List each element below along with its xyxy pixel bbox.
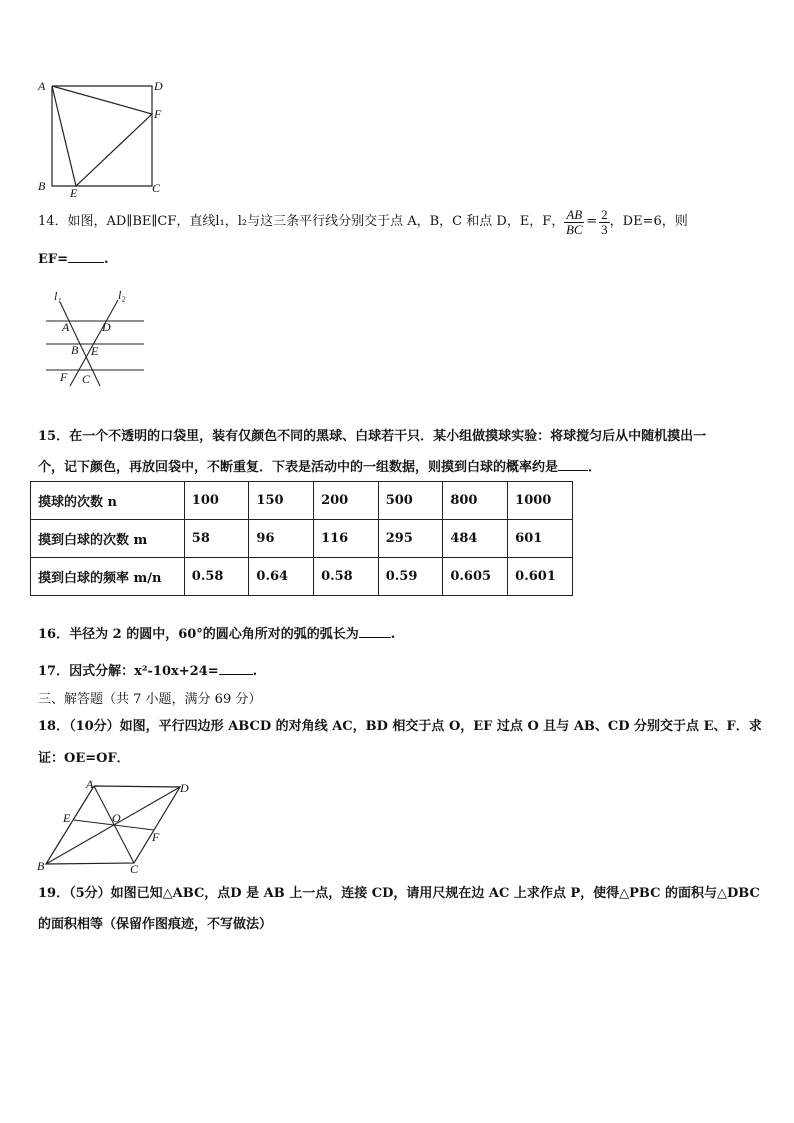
table-cell: 0.64 xyxy=(249,558,314,596)
parallelogram-figure xyxy=(34,778,196,876)
table-row xyxy=(31,482,573,520)
table-cell: 0.601 xyxy=(508,558,573,596)
frac-2: 2 xyxy=(601,206,608,222)
table-cell: 150 xyxy=(249,482,314,520)
label-e: E xyxy=(70,186,78,200)
label-c: C xyxy=(152,181,161,195)
label-d2: D xyxy=(102,320,111,334)
experiment-table xyxy=(30,481,573,596)
table-cell: 摸到白球的频率 m/n xyxy=(31,558,185,596)
table-cell: 0.605 xyxy=(443,558,508,596)
frac-3: 3 xyxy=(601,221,608,237)
label-b: B xyxy=(38,179,46,193)
table-cell: 58 xyxy=(184,520,249,558)
table-cell: 800 xyxy=(443,482,508,520)
table-cell: 0.58 xyxy=(314,558,379,596)
question-19-line1: 19．（5分）如图已知△ABC，点D 是 AB 上一点，连接 CD，请用尺规在边 AC 上求作点 P，使得△PBC 的面积与△DBC xyxy=(38,886,760,901)
table-cell: 1000 xyxy=(508,482,573,520)
label-a2: A xyxy=(62,320,70,334)
table-cell: 0.59 xyxy=(378,558,443,596)
frac-bc: BC xyxy=(565,221,583,237)
q14-equals: = xyxy=(586,214,598,229)
q14-prefix: 14．如图，AD∥BE∥CF，直线l₁，l₂与这三条平行线分别交于点 A，B，C 和点 D，E，F， xyxy=(38,214,565,229)
table-row xyxy=(31,558,573,596)
answer-blank-17[interactable] xyxy=(219,662,253,675)
parallel-lines-figure xyxy=(40,286,152,390)
table-cell: 116 xyxy=(314,520,379,558)
table-cell: 295 xyxy=(378,520,443,558)
fraction-2-3 xyxy=(599,208,610,237)
label-c2: C xyxy=(82,372,91,386)
label-b3: B xyxy=(37,859,45,873)
answer-blank-16[interactable] xyxy=(359,625,391,638)
label-c3: C xyxy=(130,862,139,876)
label-a3: A xyxy=(86,778,94,791)
question-15-line1: 15．在一个不透明的口袋里，装有仅颜色不同的黑球、白球若干只．某小组做摸球实验：将球搅匀后从中随机摸出一 xyxy=(38,429,707,444)
label-b2: B xyxy=(71,343,79,357)
fraction-ab-bc xyxy=(564,208,584,237)
question-19-line2: 的面积相等（保留作图痕迹，不写做法） xyxy=(38,917,273,932)
table-cell: 100 xyxy=(184,482,249,520)
label-f2: F xyxy=(60,370,68,384)
table-cell: 484 xyxy=(443,520,508,558)
answer-blank-15[interactable] xyxy=(558,458,588,471)
question-17: 17．因式分解：x²-10x+24= . xyxy=(38,664,258,679)
section-heading: 三、解答题（共 7 小题，满分 69 分） xyxy=(38,692,262,707)
q14-suffix: ，DE=6，则 xyxy=(609,214,688,229)
question-18-line2: 证：OE=OF． xyxy=(38,751,130,766)
label-d: D xyxy=(154,79,163,93)
label-f: F xyxy=(154,107,162,121)
q14-ef-label: EF= xyxy=(38,252,69,267)
label-e2: E xyxy=(91,344,99,358)
label-e3: E xyxy=(63,811,71,825)
table-cell: 摸到白球的次数 m xyxy=(31,520,185,558)
label-f3: F xyxy=(152,830,160,844)
label-l2: l₂ xyxy=(118,288,126,302)
table-cell: 500 xyxy=(378,482,443,520)
table-cell: 96 xyxy=(249,520,314,558)
frac-ab: AB xyxy=(566,206,583,222)
square-triangle-figure xyxy=(34,76,174,200)
question-14-line1 xyxy=(38,207,688,237)
answer-blank-14[interactable] xyxy=(68,250,104,263)
table-row xyxy=(31,520,573,558)
table-cell: 0.58 xyxy=(184,558,249,596)
question-15-line2: 个，记下颜色，再放回袋中，不断重复．下表是活动中的一组数据，则摸到白球的概率约是 ． xyxy=(38,460,602,475)
question-14-line2: EF= . xyxy=(38,252,109,267)
label-o3: O xyxy=(112,811,121,825)
label-l1: l₁ xyxy=(54,289,62,303)
question-16: 16．半径为 2 的圆中，60°的圆心角所对的弧的弧长为 . xyxy=(38,627,396,642)
label-a: A xyxy=(38,79,46,93)
table-cell: 200 xyxy=(314,482,379,520)
question-18-line1: 18．（10分）如图，平行四边形 ABCD 的对角线 AC，BD 相交于点 O，EF 过点 O 且与 AB、CD 分别交于点 E、F．求 xyxy=(38,719,762,734)
table-cell: 601 xyxy=(508,520,573,558)
label-d3: D xyxy=(180,781,189,795)
table-cell: 摸球的次数 n xyxy=(31,482,185,520)
